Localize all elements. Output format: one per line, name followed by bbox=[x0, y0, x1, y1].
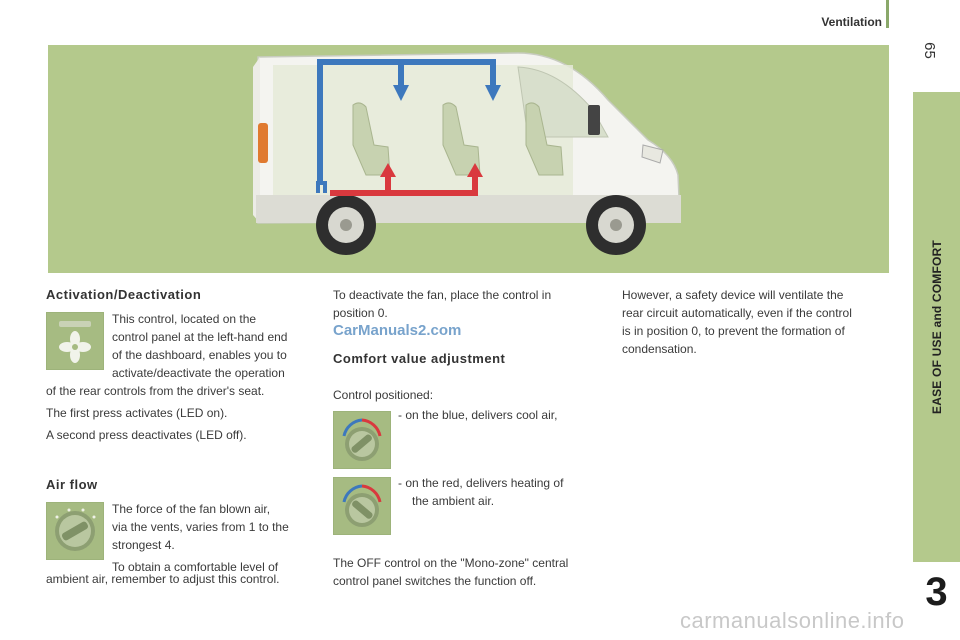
rear-wheel-icon bbox=[316, 195, 376, 255]
front-wheel-icon bbox=[586, 195, 646, 255]
chapter-number: 3 bbox=[925, 570, 948, 614]
airflow-line-4: To obtain a comfortable level of bbox=[112, 560, 279, 574]
watermark-carmanuals2: CarManuals2.com bbox=[333, 322, 462, 339]
activation-second-press: A second press deactivates (LED off). bbox=[46, 428, 247, 442]
header-rule bbox=[886, 0, 889, 28]
activation-line-1: This control, located on the bbox=[112, 312, 257, 326]
activation-line-3: of the dashboard, enables you to bbox=[112, 348, 287, 362]
airflow-line-1: The force of the fan blown air, bbox=[112, 502, 271, 516]
activation-continued bbox=[46, 382, 326, 444]
chapter-number-box bbox=[913, 565, 960, 640]
comfort-red-text bbox=[398, 474, 608, 510]
deactivate-line-1: To deactivate the fan, place the control in bbox=[333, 288, 552, 302]
comfort-off-paragraph bbox=[333, 554, 613, 590]
airflow-line-2: via the vents, varies from 1 to the bbox=[112, 520, 289, 534]
airflow-line-5: ambient air, remember to adjust this control. bbox=[46, 572, 280, 586]
safety-line-4: condensation. bbox=[622, 342, 697, 356]
activation-line-4: activate/deactivate the operation bbox=[112, 366, 285, 380]
activation-description bbox=[112, 310, 322, 382]
airflow-continued bbox=[46, 570, 326, 588]
activation-first-press: The first press activates (LED on). bbox=[46, 406, 228, 420]
page-header-title: Ventilation bbox=[821, 15, 882, 29]
safety-line-2: rear circuit automatically, even if the control bbox=[622, 306, 852, 320]
airflow-section bbox=[46, 476, 316, 494]
fan-speed-knob-icon bbox=[46, 502, 104, 560]
comfort-heading: Comfort value adjustment bbox=[333, 351, 506, 366]
page-number: 65 bbox=[921, 42, 939, 59]
van-cutaway-illustration bbox=[48, 45, 889, 273]
activation-heading: Activation/Deactivation bbox=[46, 287, 202, 302]
activation-line-2: control panel at the left-hand end bbox=[112, 330, 288, 344]
safety-paragraph bbox=[622, 286, 892, 358]
temperature-knob-red-icon bbox=[333, 477, 391, 535]
deactivate-line-2: position 0. bbox=[333, 306, 388, 320]
comfort-off-line-1: The OFF control on the "Mono-zone" central bbox=[333, 556, 569, 570]
activation-line-5: of the rear controls from the driver's seat. bbox=[46, 384, 265, 398]
comfort-off-line-2: control panel switches the function off. bbox=[333, 574, 537, 588]
comfort-intro: Control positioned: bbox=[333, 388, 434, 402]
deactivate-paragraph bbox=[333, 286, 608, 322]
airflow-heading: Air flow bbox=[46, 477, 98, 492]
temperature-knob-blue-icon bbox=[333, 411, 391, 469]
comfort-red-line-1: - on the red, delivers heating of bbox=[398, 476, 564, 490]
comfort-blue-text: - on the blue, delivers cool air, bbox=[398, 408, 558, 422]
airflow-description bbox=[112, 500, 322, 576]
comfort-section bbox=[333, 350, 603, 368]
chapter-tab-label: EASE OF USE and COMFORT bbox=[929, 240, 944, 414]
safety-line-3: is in position 0, to prevent the formation of bbox=[622, 324, 845, 338]
van-ventilation-illustration bbox=[48, 45, 889, 273]
chapter-side-tab bbox=[913, 92, 960, 562]
activation-section bbox=[46, 286, 316, 304]
fan-button-icon bbox=[46, 312, 104, 370]
safety-line-1: However, a safety device will ventilate the bbox=[622, 288, 844, 302]
airflow-line-3: strongest 4. bbox=[112, 538, 175, 552]
watermark-carmanualsonline: carmanualsonline.info bbox=[680, 608, 905, 633]
comfort-red-line-2: the ambient air. bbox=[412, 494, 495, 508]
